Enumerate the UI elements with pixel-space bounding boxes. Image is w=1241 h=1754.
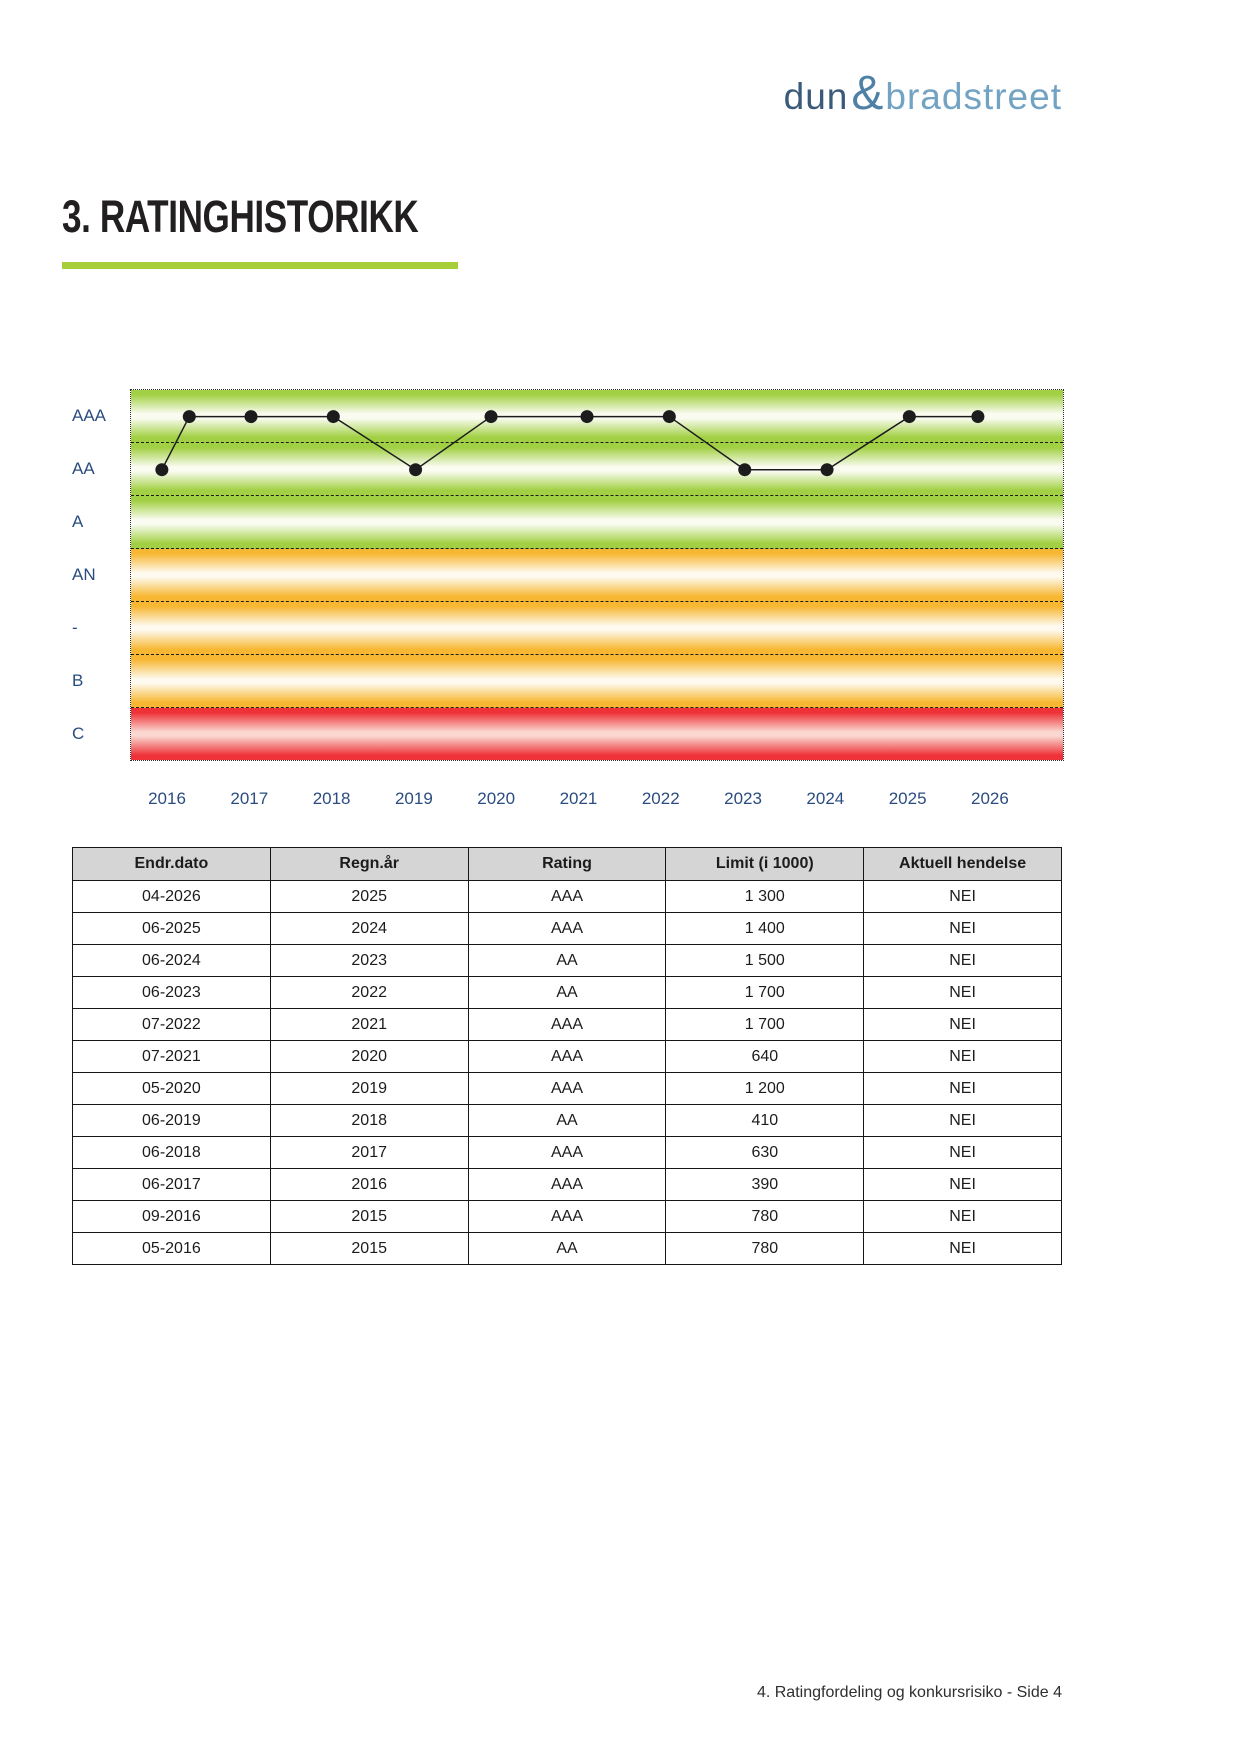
- table-cell: AA: [468, 1105, 666, 1137]
- table-cell: 390: [666, 1169, 864, 1201]
- table-cell: 06-2019: [73, 1105, 271, 1137]
- table-cell: AA: [468, 945, 666, 977]
- table-row: [73, 1009, 1062, 1041]
- table-cell: 2018: [270, 1105, 468, 1137]
- table-cell: 1 200: [666, 1073, 864, 1105]
- x-axis-tick-2021: 2021: [559, 789, 598, 808]
- table-cell: NEI: [864, 1233, 1062, 1265]
- table-cell: NEI: [864, 945, 1062, 977]
- table-cell: NEI: [864, 1201, 1062, 1233]
- table-cell: NEI: [864, 913, 1062, 945]
- table-cell: 2015: [270, 1233, 468, 1265]
- column-header: Endr.dato: [73, 848, 271, 881]
- logo-word-dun: dun: [783, 75, 849, 117]
- table-cell: 780: [666, 1233, 864, 1265]
- y-axis-label-c: C: [72, 724, 85, 744]
- chart-x-axis: [130, 788, 1064, 810]
- column-header: Limit (i 1000): [666, 848, 864, 881]
- y-axis-label-b: B: [72, 671, 84, 691]
- table-row: [73, 1201, 1062, 1233]
- x-axis-tick-2025: 2025: [888, 789, 927, 808]
- table-row: [73, 881, 1062, 913]
- table-row: [73, 945, 1062, 977]
- table-cell: 2025: [270, 881, 468, 913]
- table-cell: AAA: [468, 881, 666, 913]
- y-axis-label-a: A: [72, 511, 84, 531]
- rating-band-c: [131, 708, 1063, 760]
- table-cell: NEI: [864, 881, 1062, 913]
- chart-band-area: [131, 390, 1063, 760]
- table-row: [73, 1073, 1062, 1105]
- table-cell: 1 700: [666, 977, 864, 1009]
- table-cell: 2024: [270, 913, 468, 945]
- y-axis-label--: -: [72, 618, 78, 638]
- table-row: [73, 1233, 1062, 1265]
- table-cell: NEI: [864, 1169, 1062, 1201]
- column-header: Regn.år: [270, 848, 468, 881]
- table-cell: 1 400: [666, 913, 864, 945]
- y-axis-label-aa: AA: [72, 458, 95, 478]
- x-axis-tick-2024: 2024: [806, 789, 845, 808]
- table-cell: AAA: [468, 1201, 666, 1233]
- table-cell: 2023: [270, 945, 468, 977]
- table-cell: 06-2017: [73, 1169, 271, 1201]
- rating-band--: [131, 602, 1063, 655]
- page-footer: 4. Ratingfordeling og konkursrisiko - Side 4: [756, 1684, 1062, 1701]
- table-body: [73, 881, 1062, 1265]
- chart-y-labels: [72, 389, 126, 761]
- x-axis-tick-2020: 2020: [477, 789, 516, 808]
- ampersand-icon: &: [851, 67, 885, 120]
- table-cell: AA: [468, 1233, 666, 1265]
- table-cell: 06-2024: [73, 945, 271, 977]
- table-cell: AAA: [468, 1137, 666, 1169]
- x-axis-tick-2016: 2016: [148, 789, 186, 808]
- table-cell: 1 500: [666, 945, 864, 977]
- table-cell: 2016: [270, 1169, 468, 1201]
- table-cell: 2020: [270, 1041, 468, 1073]
- x-axis-tick-2018: 2018: [312, 789, 351, 808]
- table-cell: 09-2016: [73, 1201, 271, 1233]
- table-cell: 410: [666, 1105, 864, 1137]
- table-cell: 05-2020: [73, 1073, 271, 1105]
- table-cell: AAA: [468, 1041, 666, 1073]
- table-cell: 2015: [270, 1201, 468, 1233]
- table-cell: 2021: [270, 1009, 468, 1041]
- y-axis-label-aaa: AAA: [72, 405, 107, 425]
- y-axis-label-an: AN: [72, 564, 96, 584]
- rating-band-aaa: [131, 390, 1063, 443]
- table-cell: 1 700: [666, 1009, 864, 1041]
- table-cell: AA: [468, 977, 666, 1009]
- column-header: Rating: [468, 848, 666, 881]
- x-axis-tick-2019: 2019: [394, 789, 433, 808]
- table-cell: NEI: [864, 1137, 1062, 1169]
- table-cell: 2019: [270, 1073, 468, 1105]
- table-header-row: [73, 848, 1062, 881]
- table-cell: 2022: [270, 977, 468, 1009]
- rating-band-an: [131, 549, 1063, 602]
- table-cell: 1 300: [666, 881, 864, 913]
- table-cell: NEI: [864, 1105, 1062, 1137]
- title-underline: [62, 262, 458, 269]
- rating-history-table: [72, 847, 1062, 1265]
- table-row: [73, 977, 1062, 1009]
- table-cell: NEI: [864, 1041, 1062, 1073]
- rating-band-aa: [131, 443, 1063, 496]
- table-cell: 780: [666, 1201, 864, 1233]
- table-cell: 630: [666, 1137, 864, 1169]
- table-cell: NEI: [864, 1073, 1062, 1105]
- table-row: [73, 913, 1062, 945]
- x-axis-tick-2023: 2023: [724, 789, 762, 808]
- page-title: 3. RATINGHISTORIKK: [62, 191, 419, 242]
- table-row: [73, 1169, 1062, 1201]
- x-axis-tick-2022: 2022: [641, 789, 680, 808]
- table-cell: AAA: [468, 1073, 666, 1105]
- table-cell: 04-2026: [73, 881, 271, 913]
- table-cell: 2017: [270, 1137, 468, 1169]
- table-cell: NEI: [864, 1009, 1062, 1041]
- x-axis-tick-2017: 2017: [230, 789, 269, 808]
- logo-word-bradstreet: bradstreet: [885, 75, 1062, 117]
- table-head: [73, 848, 1062, 881]
- rating-band-b: [131, 655, 1063, 708]
- table-cell: AAA: [468, 1169, 666, 1201]
- table-row: [73, 1105, 1062, 1137]
- table-cell: NEI: [864, 977, 1062, 1009]
- x-axis-tick-2026: 2026: [971, 789, 1009, 808]
- table-cell: 640: [666, 1041, 864, 1073]
- rating-history-chart: [130, 389, 1064, 761]
- table-cell: 05-2016: [73, 1233, 271, 1265]
- table-cell: 06-2018: [73, 1137, 271, 1169]
- column-header: Aktuell hendelse: [864, 848, 1062, 881]
- table-cell: 06-2025: [73, 913, 271, 945]
- table-cell: AAA: [468, 913, 666, 945]
- rating-band-a: [131, 496, 1063, 549]
- table-cell: 07-2022: [73, 1009, 271, 1041]
- table-cell: 06-2023: [73, 977, 271, 1009]
- table-cell: AAA: [468, 1009, 666, 1041]
- table-row: [73, 1041, 1062, 1073]
- table-row: [73, 1137, 1062, 1169]
- dun-bradstreet-logo: [783, 67, 1062, 122]
- table-cell: 07-2021: [73, 1041, 271, 1073]
